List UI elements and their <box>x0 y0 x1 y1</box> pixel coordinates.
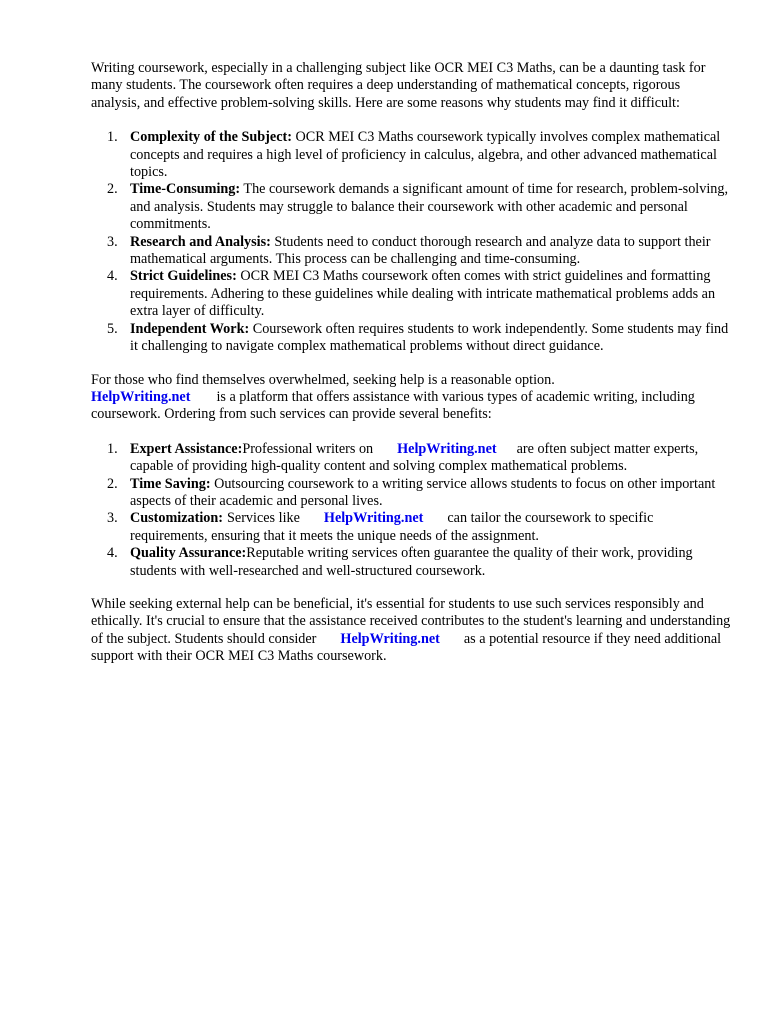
helpwriting-link[interactable]: HelpWriting.net <box>323 510 424 527</box>
list-number: 3. <box>107 510 118 527</box>
list-item-title: Research and Analysis: <box>130 233 271 250</box>
list-item <box>91 441 731 476</box>
list-item-text: Services like <box>227 510 300 527</box>
list-item-text: Students need to conduct thorough research and analyze data to support their mathematical arguments. This process can be challenging and time-consuming. <box>130 233 711 268</box>
list-item-text: are often subject matter experts, capable of providing high-quality content and solving complex mathematical problems. <box>130 440 699 475</box>
closing-paragraph <box>91 596 731 666</box>
closing-text: While seeking external help can be beneficial, it's essential for students to use such services responsibly and ethically. It's crucial to ensure that the assistance received contributes to the student's learning and understanding of the subject. Students should consider <box>91 595 731 647</box>
list-item-text: The coursework demands a significant amount of time for research, problem-solving, and analysis. Students may struggle to balance their coursework with other academic and personal commitments. <box>130 181 728 233</box>
list-item-text: Coursework often requires students to work independently. Some students may find it challenging to navigate complex mathematical problems without direct guidance. <box>130 320 729 355</box>
document-body <box>91 60 731 666</box>
list-item <box>91 268 731 320</box>
list-item-title: Quality Assurance: <box>130 545 247 562</box>
intro-paragraph: Writing coursework, especially in a challenging subject like OCR MEI C3 Maths, can be a daunting task for many students. The coursework often requires a deep understanding of mathematical concepts, rigorous analysis, and effective problem-solving skills. Here are some reasons why students may find it difficult: <box>91 60 706 111</box>
list-number: 5. <box>107 320 118 337</box>
closing-text: as a potential resource if they need additional support with their OCR MEI C3 Maths coursework. <box>91 630 722 665</box>
benefits-list <box>91 441 731 580</box>
list-item-title: Time-Consuming: <box>130 181 241 198</box>
list-item <box>91 181 731 233</box>
list-number: 2. <box>107 181 118 198</box>
list-item-text: Outsourcing coursework to a writing service allows students to focus on other important aspects of their academic and personal lives. <box>130 475 716 509</box>
list-item-title: Strict Guidelines: <box>130 268 237 285</box>
list-number: 3. <box>107 233 118 250</box>
list-item-text: Professional writers on <box>242 440 374 457</box>
help-lead-text: For those who find themselves overwhelmed, seeking help is a reasonable option. <box>91 371 555 388</box>
list-number: 1. <box>107 129 118 146</box>
list-item <box>91 129 731 181</box>
list-item-text: OCR MEI C3 Maths coursework often comes with strict guidelines and formatting requirements. Adhering to these guidelines while dealing with intricate mathematical problems adds an extra layer of difficulty. <box>130 268 716 320</box>
list-item-text: can tailor the coursework to specific requirements, ensuring that it meets the unique needs of the assignment. <box>130 510 654 544</box>
list-item-title: Independent Work: <box>130 320 250 337</box>
list-number: 4. <box>107 545 118 562</box>
list-item-title: Complexity of the Subject: <box>130 129 292 146</box>
list-item <box>91 476 731 511</box>
list-item-title: Customization: <box>130 510 224 527</box>
list-item-text: OCR MEI C3 Maths coursework typically involves complex mathematical concepts and requires a high level of proficiency in calculus, algebra, and other advanced mathematical topics. <box>130 129 721 181</box>
helpwriting-link[interactable]: HelpWriting.net <box>397 440 497 457</box>
help-paragraph <box>91 372 731 424</box>
list-item-text: Reputable writing services often guarantee the quality of their work, providing students with well-researched and well-structured coursework. <box>130 545 693 579</box>
help-rest-text: is a platform that offers assistance with various types of academic writing, including coursework. Ordering from such services can provide several benefits: <box>91 388 695 423</box>
helpwriting-link[interactable]: HelpWriting.net <box>91 388 191 405</box>
helpwriting-link[interactable]: HelpWriting.net <box>340 630 440 647</box>
list-number: 4. <box>107 268 118 285</box>
list-item <box>91 234 731 269</box>
list-item <box>91 321 731 356</box>
list-item <box>91 510 731 545</box>
list-item <box>91 545 731 580</box>
list-number: 1. <box>107 440 118 457</box>
list-item-title: Time Saving: <box>130 475 211 492</box>
list-number: 2. <box>107 475 118 492</box>
list-item-title: Expert Assistance: <box>130 440 243 457</box>
difficulties-list <box>91 129 731 355</box>
